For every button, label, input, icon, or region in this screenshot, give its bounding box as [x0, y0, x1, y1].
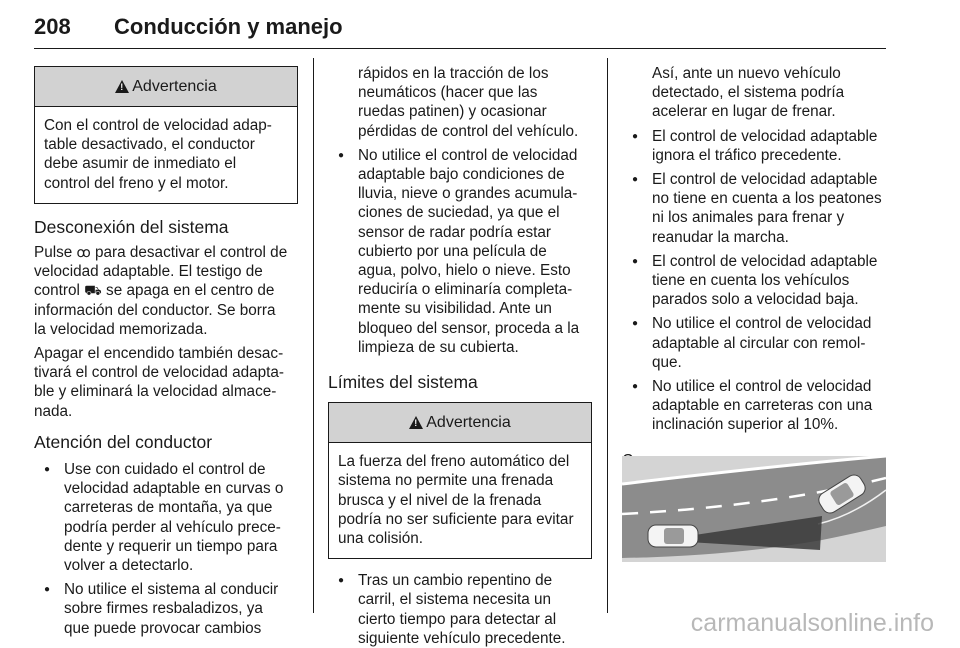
page-header [34, 8, 886, 48]
column-1 [34, 62, 298, 638]
warning-box [328, 402, 592, 559]
list-item: ● No utilice el control de velocidad adaptable en carreteras con una inclinación superior al 10%. [622, 377, 886, 435]
list-item: ● No utilice el control de velocidad adaptable bajo condiciones de lluvia, nieve o grandes acumula- ciones de suciedad, ya que el sensor de radar podría estar cubierto por una película de agua, polvo, hielo o nieve. Esto reduciría o eliminaría completa- mente su visibilidad. Ante un bloqueo del sensor, proceda a la limpieza de su cubierta. [328, 146, 592, 357]
paragraph: Pulse ꝏ para desactivar el control de velocidad adaptable. El testigo de control ⛟ se apaga en el centro de información del conductor. Se borra la velocidad memorizada. [34, 244, 288, 338]
adaptive-cruise-indicator-icon: ⛟ [84, 282, 102, 299]
warning-text: La fuerza del freno automático del sistema no permite una frenada brusca y el nivel de la frenada podría no ser suficiente para evitar una colisión. [338, 453, 574, 548]
page-number: 208 [34, 14, 71, 39]
warning-title: Advertencia [132, 77, 217, 95]
column-3 [622, 64, 886, 470]
warning-header [329, 403, 591, 443]
own-car [648, 525, 698, 547]
column-2 [328, 64, 592, 648]
bullet-list [34, 460, 298, 638]
list-item: ● El control de velocidad adaptable tiene en cuenta los vehículos parados solo a velocidad baja. [622, 252, 886, 310]
section-title: Desconexión del sistema [34, 216, 229, 237]
list-item: ● El control de velocidad adaptable ignora el tráfico precedente. [622, 127, 886, 165]
bullet-list [622, 127, 886, 435]
section-title: Límites del sistema [328, 372, 478, 393]
watermark: carmanualsonline.info [690, 609, 934, 637]
warning-text: Con el control de velocidad adap- table desactivado, el conductor debe asumir de inmediato el control del freno y el motor. [44, 117, 272, 192]
list-item: ● Tras un cambio repentino de carril, el sistema necesita un cierto tiempo para detectar al siguiente vehículo precedente. [328, 571, 592, 648]
warning-title: Advertencia [426, 414, 511, 432]
list-item: ● No utilice el control de velocidad adaptable al circular con remol- que. [622, 314, 886, 372]
warning-triangle-icon [115, 80, 129, 93]
bullet-list [328, 571, 592, 648]
paragraph: rápidos en la tracción de los neumáticos (hacer que las ruedas patinen) y ocasionar pérdidas de control del vehículo. [358, 65, 579, 140]
chapter-title: Conducción y manejo [114, 14, 343, 39]
list-item: ● El control de velocidad adaptable no tiene en cuenta a los peatones ni los animales para frenar y reanudar la marcha. [622, 170, 886, 247]
list-item: ● Use con cuidado el control de velocidad adaptable en curvas o carreteras de montaña, ya que podría perder al vehículo prece- dente y requerir un tiempo para volver a detectarlo. [34, 460, 298, 575]
warning-header [35, 67, 297, 107]
paragraph: Así, ante un nuevo vehículo detectado, el sistema podría acelerar en lugar de frenar. [652, 65, 845, 121]
warning-box [34, 66, 298, 204]
warning-triangle-icon [409, 416, 423, 429]
paragraph: Apagar el encendido también desac- tivará el control de velocidad adapta- ble y eliminará la velocidad almace- nada. [34, 345, 285, 420]
header-rule [34, 48, 886, 49]
column-divider [313, 58, 314, 613]
list-item: ● No utilice el sistema al conducir sobre firmes resbaladizos, ya que puede provocar cambios [34, 580, 298, 638]
bullet-list [328, 146, 592, 357]
curve-illustration [622, 456, 886, 562]
adaptive-cruise-off-icon: ꝏ [76, 244, 91, 261]
column-divider [607, 58, 608, 613]
section-title: Atención del conductor [34, 431, 213, 452]
